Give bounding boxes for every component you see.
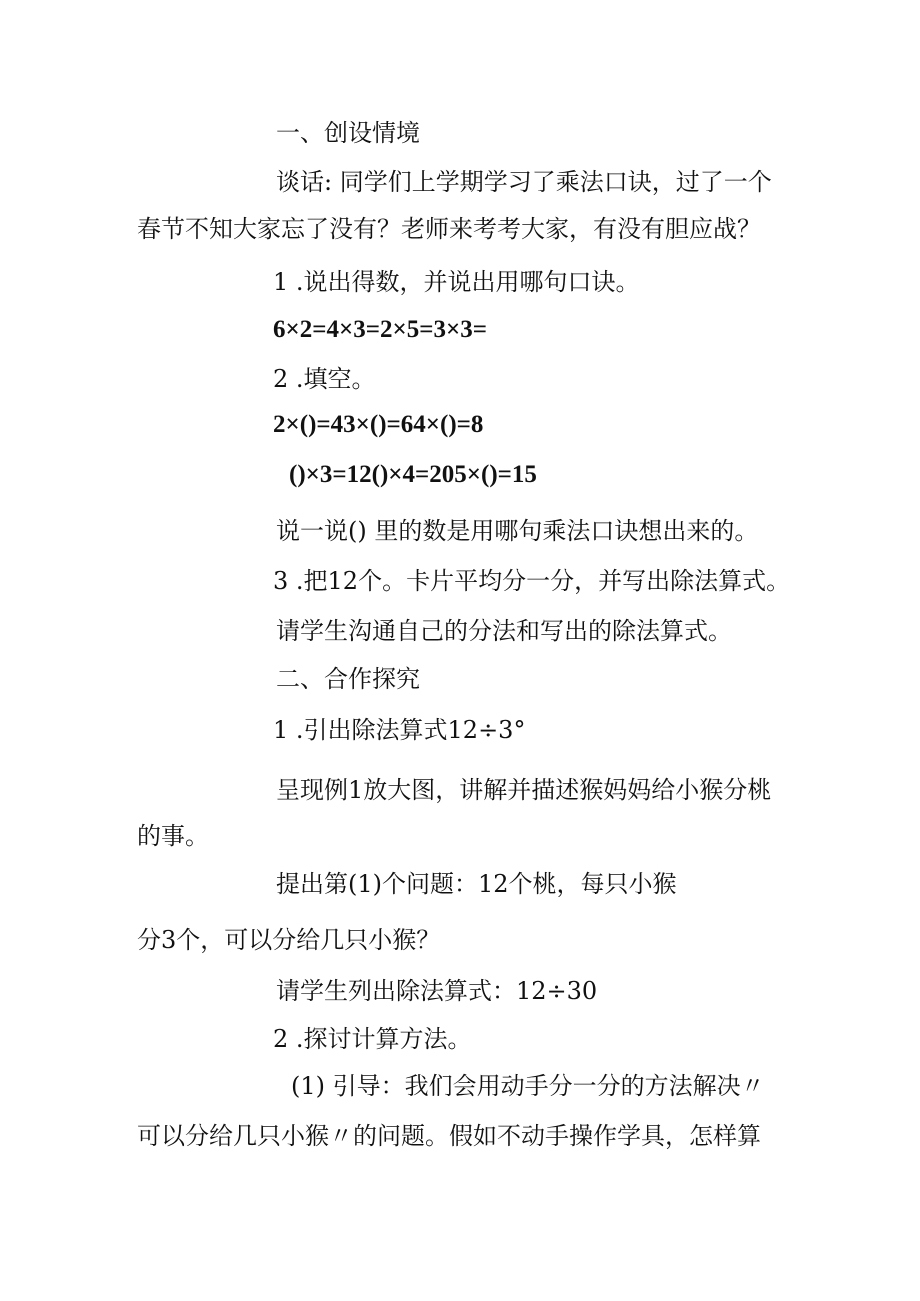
sub-item: (1) 引导：我们会用动手分一分的方法解决〃 — [291, 1072, 765, 1100]
paragraph-line: 说一说() 里的数是用哪句乘法口诀想出来的。 — [276, 517, 759, 545]
paragraph-line: 请学生沟通自己的分法和写出的除法算式。 — [276, 617, 732, 645]
paragraph-line: 呈现例1放大图，讲解并描述猴妈妈给小猴分桃 — [276, 776, 772, 804]
math-expression: 2×()=43×()=64×()=8 — [273, 411, 484, 438]
numbered-item: 1 .引出除法算式12÷3° — [273, 716, 526, 744]
paragraph-line: 可以分给几只小猴〃的问题。假如不动手操作学具，怎样算 — [137, 1122, 761, 1150]
paragraph-line: 请学生列出除法算式：12÷30 — [276, 977, 598, 1005]
paragraph-line: 春节不知大家忘了没有？老师来考考大家，有没有胆应战？ — [137, 215, 761, 243]
section-heading-1: 一、创设情境 — [276, 119, 420, 147]
section-heading-2: 二、合作探究 — [276, 665, 420, 693]
math-expression: 6×2=4×3=2×5=3×3= — [273, 316, 487, 343]
numbered-item: 3 .把12个。卡片平均分一分，并写出除法算式。 — [273, 567, 791, 595]
numbered-item: 2 .探讨计算方法。 — [273, 1025, 472, 1053]
paragraph-line: 谈话: 同学们上学期学习了乘法口诀，过了一个 — [276, 168, 772, 196]
paragraph-line: 的事。 — [137, 822, 209, 850]
numbered-item: 2 .填空。 — [273, 365, 376, 393]
paragraph-line: 提出第(1)个问题：12个桃，每只小猴 — [276, 870, 677, 898]
math-expression: ()×3=12()×4=205×()=15 — [289, 461, 537, 488]
paragraph-line: 分3个，可以分给几只小猴？ — [137, 926, 441, 954]
numbered-item: 1 .说出得数，并说出用哪句口诀。 — [273, 268, 640, 296]
